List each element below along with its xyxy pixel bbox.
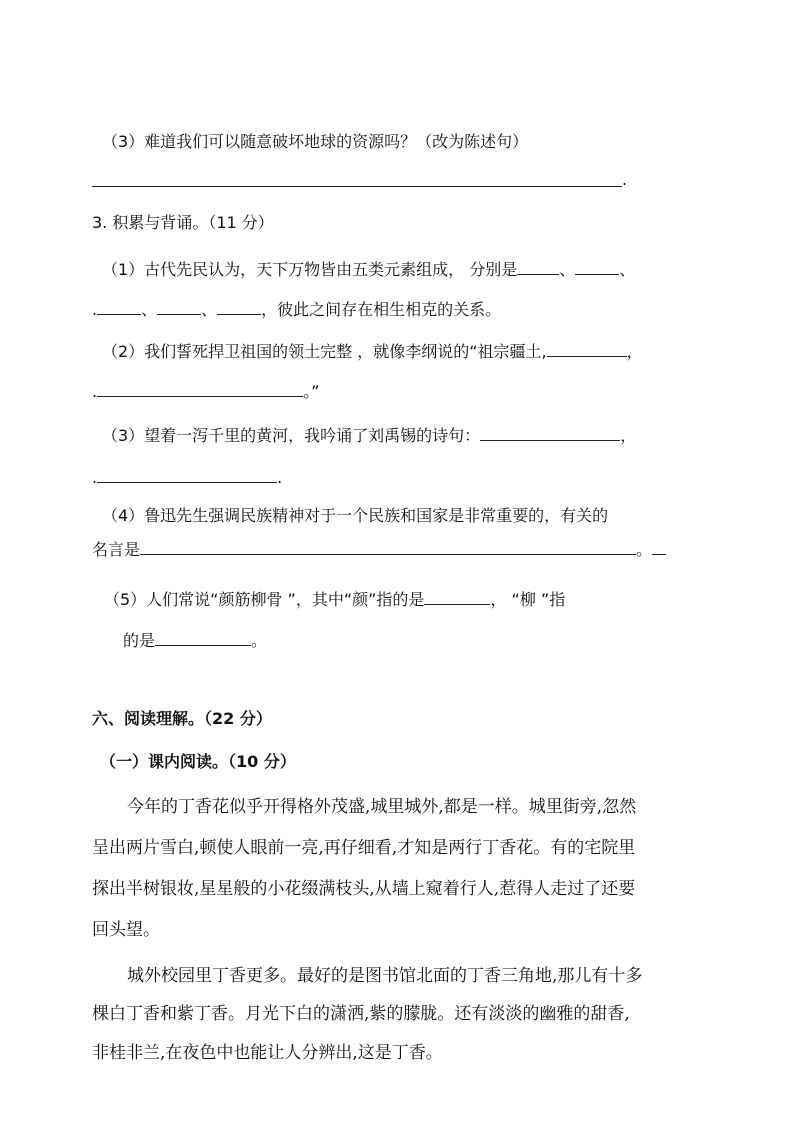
subsection-heading: （一）课内阅读。（10 分）: [100, 752, 296, 771]
fill-blank-7[interactable]: [97, 380, 303, 397]
fill-blank-8[interactable]: [480, 424, 620, 441]
fill-blank-11[interactable]: [424, 588, 490, 605]
question-5-line-1: [104, 588, 565, 610]
question-1-tail: ，彼此之间存在相生相克的关系。: [261, 300, 502, 319]
line-lead-dot: .: [92, 468, 98, 487]
separator: 、: [619, 260, 636, 279]
passage-p1-line-1: 今年的丁香花似乎开得格外茂盛,城里城外,都是一样。城里街旁,忽然: [127, 797, 637, 817]
question-1-line-1: [102, 258, 635, 280]
passage-p1-line-3: 探出半树银妆,星星般的小花缀满枝头,从墙上窥着行人,惹得人走过了还要: [92, 879, 636, 899]
question-5-text-b: 的是: [123, 631, 156, 650]
question-4-line-2: [92, 538, 666, 560]
fill-blank-12[interactable]: [155, 629, 251, 646]
question-2-line-2: [92, 380, 319, 402]
question-2-line-1: [102, 340, 643, 362]
question-5-text: （5）人们常说“颜筋柳骨 ”，其中“颜”指的是: [104, 590, 425, 609]
line-lead-dot: .: [92, 300, 98, 319]
fill-blank-9[interactable]: [97, 466, 277, 483]
separator: 、: [201, 300, 218, 319]
section-3-heading: 3. 积累与背诵。（11 分）: [92, 213, 274, 232]
fill-blank-4[interactable]: [157, 298, 201, 315]
section-6-heading: 六、阅读理解。（22 分）: [92, 709, 272, 728]
question-3-line-2: [92, 466, 282, 488]
trailing-underline: [652, 538, 666, 555]
separator: 、: [559, 260, 576, 279]
question-1-text: （1）古代先民认为，天下万物皆由五类元素组成， 分别是: [102, 260, 518, 279]
question-1-line-2: [92, 298, 501, 320]
question-5-line-2: [123, 629, 267, 651]
question-3-prompt: （3）难道我们可以随意破坏地球的资源吗？（改为陈述句）: [102, 132, 529, 151]
fill-blank-10[interactable]: [140, 538, 636, 555]
passage-p1-line-4: 回头望。: [92, 920, 160, 940]
comma: ，: [626, 342, 643, 361]
line-end-dot: .: [277, 468, 283, 487]
question-3-text: （3）望着一泻千里的黄河，我吟诵了刘禹锡的诗句：: [102, 426, 481, 445]
question-2-text: （2）我们誓死捍卫祖国的领土完整 ，就像李纲说的“祖宗疆土,: [102, 342, 547, 361]
fill-blank-2[interactable]: [575, 258, 619, 275]
question-5-mid: ， “柳 ”指: [490, 590, 566, 609]
line-lead-dot: .: [92, 382, 98, 401]
line-end: 。: [636, 540, 653, 559]
fill-blank-1[interactable]: [517, 258, 559, 275]
line-end: 。: [251, 631, 268, 650]
question-4-text: 名言是: [92, 540, 141, 559]
fill-blank-5[interactable]: [217, 298, 261, 315]
answer-line[interactable]: [92, 186, 622, 187]
passage-p2-line-3: 非桂非兰,在夜色中也能让人分辨出,这是丁香。: [92, 1043, 443, 1063]
comma: ，: [620, 426, 637, 445]
passage-p2-line-1: 城外校园里丁香更多。最好的是图书馆北面的丁香三角地,那儿有十多: [127, 966, 643, 986]
fill-blank-3[interactable]: [97, 298, 141, 315]
question-2-tail: 。”: [303, 382, 320, 401]
question-4-line-1: （4）鲁迅先生强调民族精神对于一个民族和国家是非常重要的，有关的: [102, 506, 609, 525]
separator: 、: [141, 300, 158, 319]
fill-blank-6[interactable]: [547, 340, 627, 357]
passage-p1-line-2: 呈出两片雪白,顿使人眼前一亮,再仔细看,才知是两行丁香花。有的宅院里: [92, 838, 636, 858]
answer-line-end: .: [622, 170, 628, 189]
passage-p2-line-2: 棵白丁香和紫丁香。月光下白的潇洒,紫的朦胧。还有淡淡的幽雅的甜香,: [92, 1004, 630, 1024]
question-3-line-1: [102, 424, 636, 446]
